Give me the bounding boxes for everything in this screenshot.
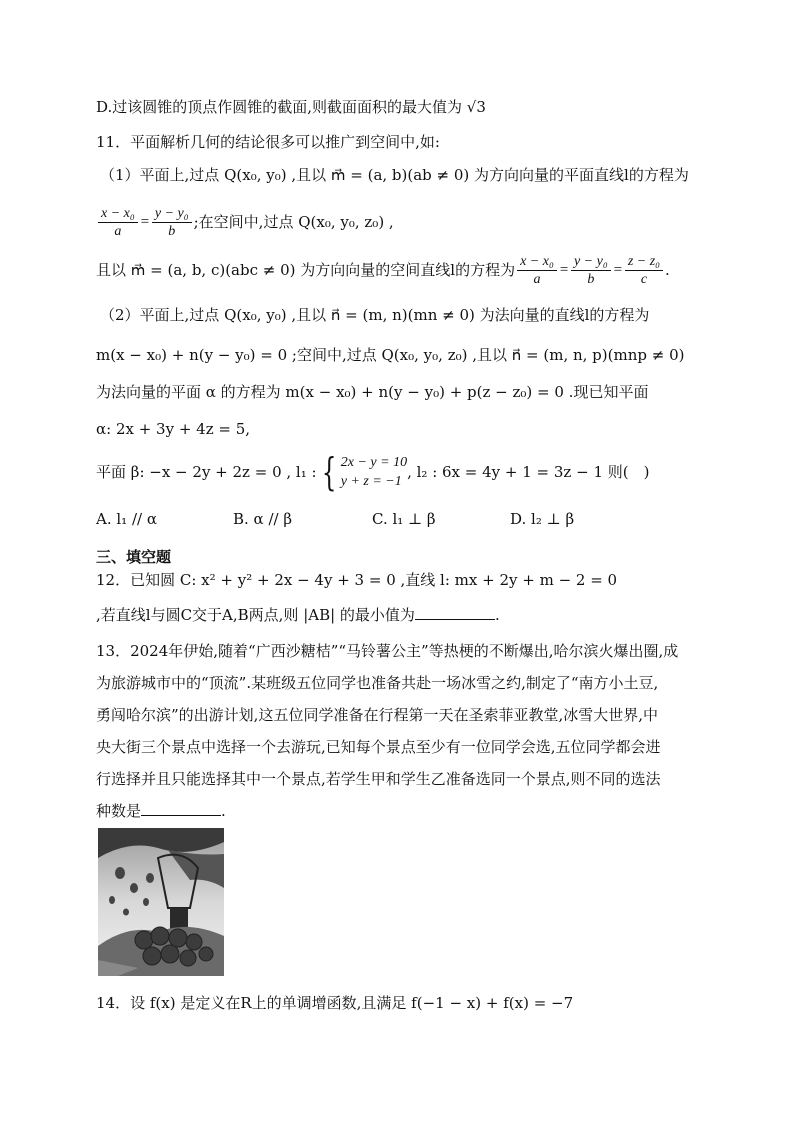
q11-part2-line3: 为法向量的平面 α 的方程为 m(x − x₀) + n(y − y₀) + p(z − z₀) = 0 .现已知平面 (96, 383, 649, 401)
q12-period: . (494, 606, 500, 624)
q14-stem: 14．设 f(x) 是定义在R上的单调增函数,且满足 f(−1 − x) + f(x) = −7 (96, 994, 574, 1012)
q13-line3: 勇闯哈尔滨”的出游计划,这五位同学准备在行程第一天在圣索菲亚教堂,冰雪大世界,中 (96, 706, 658, 724)
line-l2-equation: , l₂ : 6x = 4y + 1 = 3z − 1 则( ) (407, 463, 650, 481)
q11-part1-line2: $\frac{\text{x − x₀}}{a}$ = $\frac{\text{y − y₀}}{b}$ ;在空间中,过点 Q(x₀, y₀, z₀) , (96, 204, 394, 240)
q11-part1-line3: 且以 m⃗ = (a, b, c)(abc ≠ 0) 为方向向量的空间直线l的方程为 $\frac{\text{x − x₀}}{a}$ = $\frac{\text{y − y₀}}{b}$ = $\frac{\text{z − z₀}}{c}$ . (96, 253, 670, 287)
fraction: $\frac{\text{y − y₀}}{b}$ (152, 205, 192, 240)
system-row: 2x − y = 10 (340, 455, 408, 470)
section-heading: 三、填空题 (96, 548, 172, 566)
q13-period: . (221, 802, 226, 820)
q13-text: 种数是 (96, 802, 142, 820)
system-row: y + z = −1 (340, 474, 402, 489)
q12-stem: 12．已知圆 C: x² + y² + 2x − 4y + 3 = 0 ,直线 l: mx + 2y + m − 2 = 0 (96, 571, 618, 589)
option-b[interactable]: B. α // β (233, 510, 293, 528)
q10-option-d: D.过该圆锥的顶点作圆锥的截面,则截面面积的最大值为 √3 (96, 98, 486, 116)
q11-part1-line1: （1）平面上,过点 Q(x₀, y₀) ,且以 m⃗ = (a, b)(ab ≠ 0) 为方向向量的平面直线l的方程为 (100, 166, 689, 184)
option-c[interactable]: C. l₁ ⊥ β (372, 510, 436, 528)
option-a[interactable]: A. l₁ // α (96, 510, 157, 528)
equation-system: { 2x − y = 10 y + z = −1 (321, 450, 408, 494)
hot-air-balloon-photo (98, 828, 224, 976)
q13-line6 (96, 800, 226, 822)
q13-line1: 13．2024年伊始,随着“广西沙糖桔”“马铃薯公主”等热梗的不断爆出,哈尔滨火爆出圈,成 (96, 642, 679, 660)
plane-alpha-equation: α: 2x + 3y + 4z = 5, (96, 420, 251, 438)
q13-line5: 行选择并且只能选择其中一个景点,若学生甲和学生乙准备选同一个景点,则不同的选法 (96, 770, 661, 788)
q11-part2-line2: m(x − x₀) + n(y − y₀) = 0 ;空间中,过点 Q(x₀, y₀, z₀) ,且以 n⃗ = (m, n, p)(mnp ≠ 0) (96, 346, 685, 364)
q11-part1-text2: 且以 m⃗ = (a, b, c)(abc ≠ 0) 为方向向量的空间直线l的方程为 (96, 261, 516, 279)
fraction: $\frac{\text{y − y₀}}{b}$ (571, 253, 611, 288)
q11-part2-line1: （2）平面上,过点 Q(x₀, y₀) ,且以 n⃗ = (m, n)(mn ≠ 0) 为法向量的直线l的方程为 (100, 306, 650, 324)
q11-stem: 11．平面解析几何的结论很多可以推广到空间中,如: (96, 133, 440, 151)
fraction: $\frac{\text{x − x₀}}{a}$ (98, 205, 138, 240)
q11-part1-text: ;在空间中,过点 Q(x₀, y₀, z₀) , (193, 213, 394, 231)
plane-beta-equation: 平面 β: −x − 2y + 2z = 0 , l₁ : (96, 463, 317, 481)
q13-line4: 央大街三个景点中选择一个去游玩,已知每个景点至少有一位同学会选,五位同学都会进 (96, 738, 661, 756)
answer-blank[interactable] (415, 605, 495, 620)
fraction: $\frac{\text{z − z₀}}{c}$ (625, 253, 663, 288)
answer-blank[interactable] (141, 801, 221, 816)
q12-text: ,若直线l与圆C交于A,B两点,则 |AB| 的最小值为 (96, 606, 415, 624)
q12-question (96, 604, 500, 626)
option-d[interactable]: D. l₂ ⊥ β (510, 510, 575, 528)
fraction: $\frac{\text{x − x₀}}{a}$ (517, 253, 557, 288)
q11-given-line (96, 450, 649, 494)
q13-line2: 为旅游城市中的“顶流”.某班级五位同学也准备共赴一场冰雪之约,制定了“南方小土豆, (96, 674, 659, 692)
